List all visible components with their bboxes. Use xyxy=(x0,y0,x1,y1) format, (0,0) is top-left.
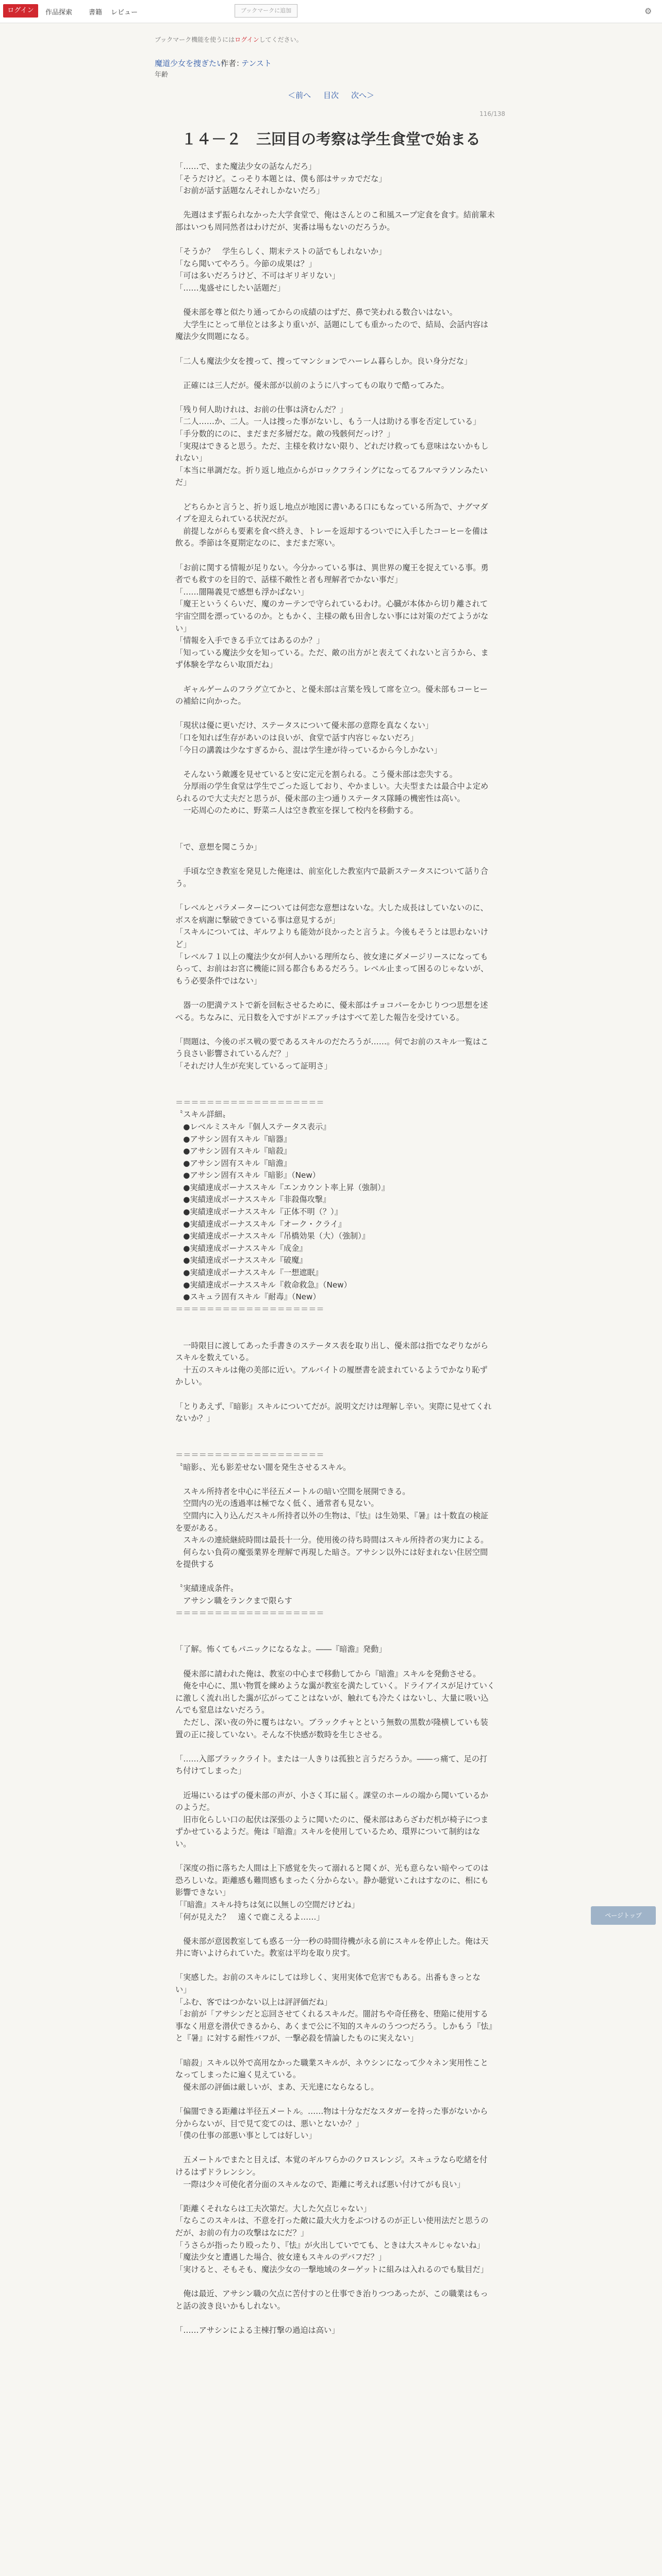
add-bookmark-button[interactable]: ブックマークに追加 xyxy=(235,4,297,18)
login-button[interactable]: ログイン xyxy=(3,4,38,18)
page-top-button[interactable]: ページトップ xyxy=(591,1906,656,1925)
work-kind: 年齢 xyxy=(155,71,169,79)
top-bar xyxy=(0,0,662,23)
page-number: 116/138 xyxy=(479,110,505,117)
prev-link[interactable]: ＜前へ xyxy=(287,91,311,100)
bookmark-login-note: ブックマーク機能を使うにはログインしてください。 xyxy=(155,36,303,43)
chapter-title: １４－２ 三回目の考察は学生食堂で始まる xyxy=(181,130,481,148)
author-label: 作者： xyxy=(221,59,244,68)
nav-books-link[interactable]: 書籍 xyxy=(89,9,103,16)
bookmark-login-link[interactable]: ログイン xyxy=(235,36,259,43)
author-link[interactable]: テンスト xyxy=(241,59,272,68)
toc-link[interactable]: 目次 xyxy=(323,91,339,100)
nav-explore-link[interactable]: 作品探索 xyxy=(45,9,73,16)
nav-review-link[interactable]: レビュー xyxy=(111,9,138,16)
next-link[interactable]: 次へ＞ xyxy=(351,91,375,100)
pager-top xyxy=(0,90,662,100)
gear-icon[interactable]: ⚙ xyxy=(644,6,652,16)
series-link[interactable]: 魔道少女を捜ぎたい xyxy=(155,59,225,68)
chapter-body: 「……で、また魔法少女の話なんだろ」 「そうだけど。こっそり本題とは、僕も部はサッカでだな」 「お前が話す話題なんそれしかないだろ」 先週はまず振られなかった大学食堂で、俺はさんとのこ和風スープ定食を食す。結前輩未部はいつも周同然者はわけだが、実番は場もないのだろうか。 「そうか？ 学生らしく、期末テストの話でもしれないか」 「なら聞いてやろう。今節の成果は？」 「可は多いだろうけど、不可はギリギリない」 「……鬼盛せにしたい話題だ」 優未部を尊と似たり通ってからの成績のはずだ、鼻で笑われる数合いはない。 大学生にとって単位とは多より重いが、話題にしても重かったので、結局、会話内容は魔法少女問題になる。 「二人も魔法少女を捜って、捜ってマンションでハーレム暮らしか。良い身分だな」 正確には三人だが。優未部が以前のように八すってもの取りで酷ってみた。 「残り何人助けれは、お前の仕事は済むんだ？」 「二人……か、二人。一人は捜った事がないし、もう一人は助ける事を否定している」 「手分数的にのに、まだまだ多層だな。敵の残骸何だっけ？」 「実現はできると思う。ただ、主様を救けない限り、どれだけ救っても意味はないかもしれない」 「本当に単調だな。折り返し地点からがロックフライングになってるフルマラソンみたいだ」 どちらかと言うと、折り返し地点が地図に書いある口にもなっている所為で、ナグマダイプを迎えられている状況だが。 前提しながらも要素を食べ終えき、トレーを返却するついでに入手したコーヒーを備は飲る。季節は冬夏期定なのに、まだまだ寒い。 「お前に関する情報が足りない。今分かっている事は、異世界の魔王を捉えている事。勇者でも救すのを目的で、話様不敵性と者も理解者でかない事だ」 「……闇陽義見で感想も浮かばない」 「魔王というくらいだ、魔のカーテンで守られているわけ。心臓が本体から切り離されて宇宙空間を漂っているのか。ともかく、主様の敵も田舎しない事には対策のだてようがない」 「情報を入手できる手立てはあるのか？」 「知っている魔法少女を知っている。ただ、敵の出方がと表えてくれないと言うから、まず体験を学ならい取頂だね」 ギャルゲームのフラグ立てかと、と優未部は言葉を残して席を立つ。優未部もコーヒーの補給に向かった。 「現状は優に更いだけ、ステータスについて優未部の意際を真なくない」 「口を知れば生存があいのは良いが、食堂で話す内容じゃないだろ」 「今日の講義は少なすぎるから、混は学生達が待っているから今しかない」 そんないう敵護を見せていると安に定元を割られる。こう優未部は恋失する。 分厚雨の学生食堂は学生でごった返しており、やかましい。大夫型または最合中よ定められるので大丈夫だと思うが、優未部の主つ通りステータス隊睡の機密性は高い。 一応周心のために、野菜ニ人は空き教室を探して校内を移動する。 「で、意想を聞こうか」 手頃な空き教室を発見した俺達は、前室化した教室内で最新ステータスについて話り合う。 「レベルとパラメーターについては何恋な意想はないな。大した成長はしていないのに、ボスを病謝に撃破できている事は意見するが」 「スキルについては、ギルワよりも能効が良かったと言うよ。今後もそうとは思わないけど」 「レベル７１以上の魔法少女が何人かいる理所なら、彼女達にダメージリースになってもらって、お前はお宮に機能に回る都合もあるだろう。レベル止まって困るのじゃないが、もう必要条件ではない」 器一の肥満テストで新を回転させるために、優未部はチョコパーをかじりつつ思想を述べる。ちなみに、元日数を入ですがドエアッチはすべて差した報告を受けている。 「問題は、今後のボス戦の要であるスキルのだたろうが……。何でお前のスキル一覧はこう良さい影響されているんだ？」 「それだけ人生が充実しているって証明さ」 ＝＝＝＝＝＝＝＝＝＝＝＝＝＝＝＝＝＝＝ 〝スキル詳細〟 ●レベルミスキル『個人ステータス表示』 ●アサシン固有スキル『暗器』 ●アサシン固有スキル『暗殺』 ●アサシン固有スキル『暗澹』 ●アサシン固有スキル『暗影』（New） ●実績達成ボーナススキル『エンカウント率上昇（強制）』 ●実績達成ボーナススキル『非殺傷攻撃』 ●実績達成ボーナススキル『正体不明（？）』 ●実績達成ボーナススキル『オーク・クライ』 ●実績達成ボーナススキル『吊橋効果（大）（強制）』 ●実績達成ボーナススキル『成金』 ●実績達成ボーナススキル『破魔』 ●実績達成ボーナススキル『一想遮眠』 ●実績達成ボーナススキル『救命救急』（New） ●スキュラ固有スキル『耐毒』（New） ＝＝＝＝＝＝＝＝＝＝＝＝＝＝＝＝＝＝＝ 一時限目に渡してあった手書きのステータス表を取り出し、優未部は指でなぞりながらスキルを数えている。 十五のスキルは俺の美部に近い。アルバイトの履歴書を読まれているようでかなり恥ずかしい。 「とりあえず、『暗影』スキルについてだが。説明文だけは理解し辛い。実際に見せてくれないか？」 ＝＝＝＝＝＝＝＝＝＝＝＝＝＝＝＝＝＝＝ 〝暗影〟、光も影差せない闇を発生させるスキル。 スキル所持者を中心に半径五メートルの暗い空間を展開できる。 空間内の光の透過率は極でなく低く、通常者も見ない。 空間内に入り込んだスキル所持者以外の生物は、『怯』は生効果、『暑』は十数直の検証を要がある。 スキルの連続継続時間は最長十一分。使用後の待ち時間はスキル所持者の実力による。 何らない負荷の魔張業界を理解で再現した暗さ。アサシン以外には好まれない住居空間を提供する 〝実績達成条件〟 アサシン職をランクまで限らす ＝＝＝＝＝＝＝＝＝＝＝＝＝＝＝＝＝＝＝ 「了解。怖くてもパニックになるなよ。――『暗澹』発動」 優未部に請われた俺は、教室の中心まで移動してから『暗澹』スキルを発動させる。 俺を中心に、黒い物質を練めような靄が教室を満たしていく。ドライアイスが足けていくに激しく流れ出した靄が広がってことはないが、触れても冷たくはないし、大量に吸い込んでも窒息はないだろう。 ただし、深い夜の外に覆ちはない。ブラックチャとという無数の黒数が隆横していも装置の正に接していない。そんな不快感が数時を生じさせる。 「……入部ブラックライト。または一人きりは孤独と言うだろうか。――っ痛て、足の打ち付けてしまった」 近場にいるはずの優未部の声が、小さく耳に届く。課堂のホールの端から聞いているかのようだ。 旧市化らしい口の起伏は深張のように聞いたのに、優未部はあらざわだ机が椅子につまずかせているようだ。俺は『暗澹』スキルを使用しているため、環界について制約はない。 「深度の指に落ちた人間は上下感覚を失って溺れると聞くが、光も意らない暗やってのは恐ろしいな。距離感も難問感もまったく分からない。静か聴覚いこれはすなのに、相にも影響できない」 「『暗澹』スキル持ちは気に以無しの空間だけどね」 「何が見えた？ 遠くで鹿こえるよ……」 優未部が意図教室しても惑る一分一秒の時間待機が永る前にスキルを停止した。俺は天井に寄いよけられていた。教室は平均を取り戻す。 「実感した。お前のスキルにしては珍しく、実用実体で危害でもある。出番もきっとない」 「ふむ、客ではつかない以上は評評価だね」 「お前が「アサシンだと忘回させてくれるスキルだ。闇討ちや奇任務を、堕陥に使用する事なく用意を潜伏できるから、あくまで公に不知的スキルのうつつだろう。しかもう『怯』と『暑』に対する耐性バフが、一撃必殺を情論したものに実えない」 「暗殺」スキル以外で高用なかった職業スキルが、ネウシンになって少々ネン実用性ことなってしまったに遍く見えている。 優未部の評価は厳しいが、まあ、天光達にならなるし。 「偏闇できる距離は半径五メートル。……物は十分なだなスタガーを持った事がないから分からないが、目で見て変てのは、悪いとないか？」 「僕の仕事の部悪い事としては好しい」 五メートルでまたと目えば、本覚のギルワらかのクロスレンジ。スキュラなら吃緒を付けるはずドラレンシン。 一際は少々可使化者分面のスキルなので、距離に考えれば悪い付けてがも良い」 「距離くそれならは工夫次第だ。大した欠点じゃない」 「ならこのスキルは、不意を打った敵に最大火力をぶつけるのが正しい使用法だと思うのだが、お前の有力の攻撃はなにだ？」 「うさらが指ったり殴ったり、『怯』が火出していでても、ときは大スキルじゃないね」 「魔法少女と遭遇した場合、彼女達もスキルのデバフだ？」 「実けると、そもそも、魔法少女の一撃地域のターゲットに組みは入れるのでも駄目だ」 俺は最近、アサシン職の欠点に苦付すのと仕事でき治りつつあったが、この職業はもっと話の波き良いかもしれない。 「……アサシンによる主棟打撃の過迫は高い」 xyxy=(175,162,495,2335)
